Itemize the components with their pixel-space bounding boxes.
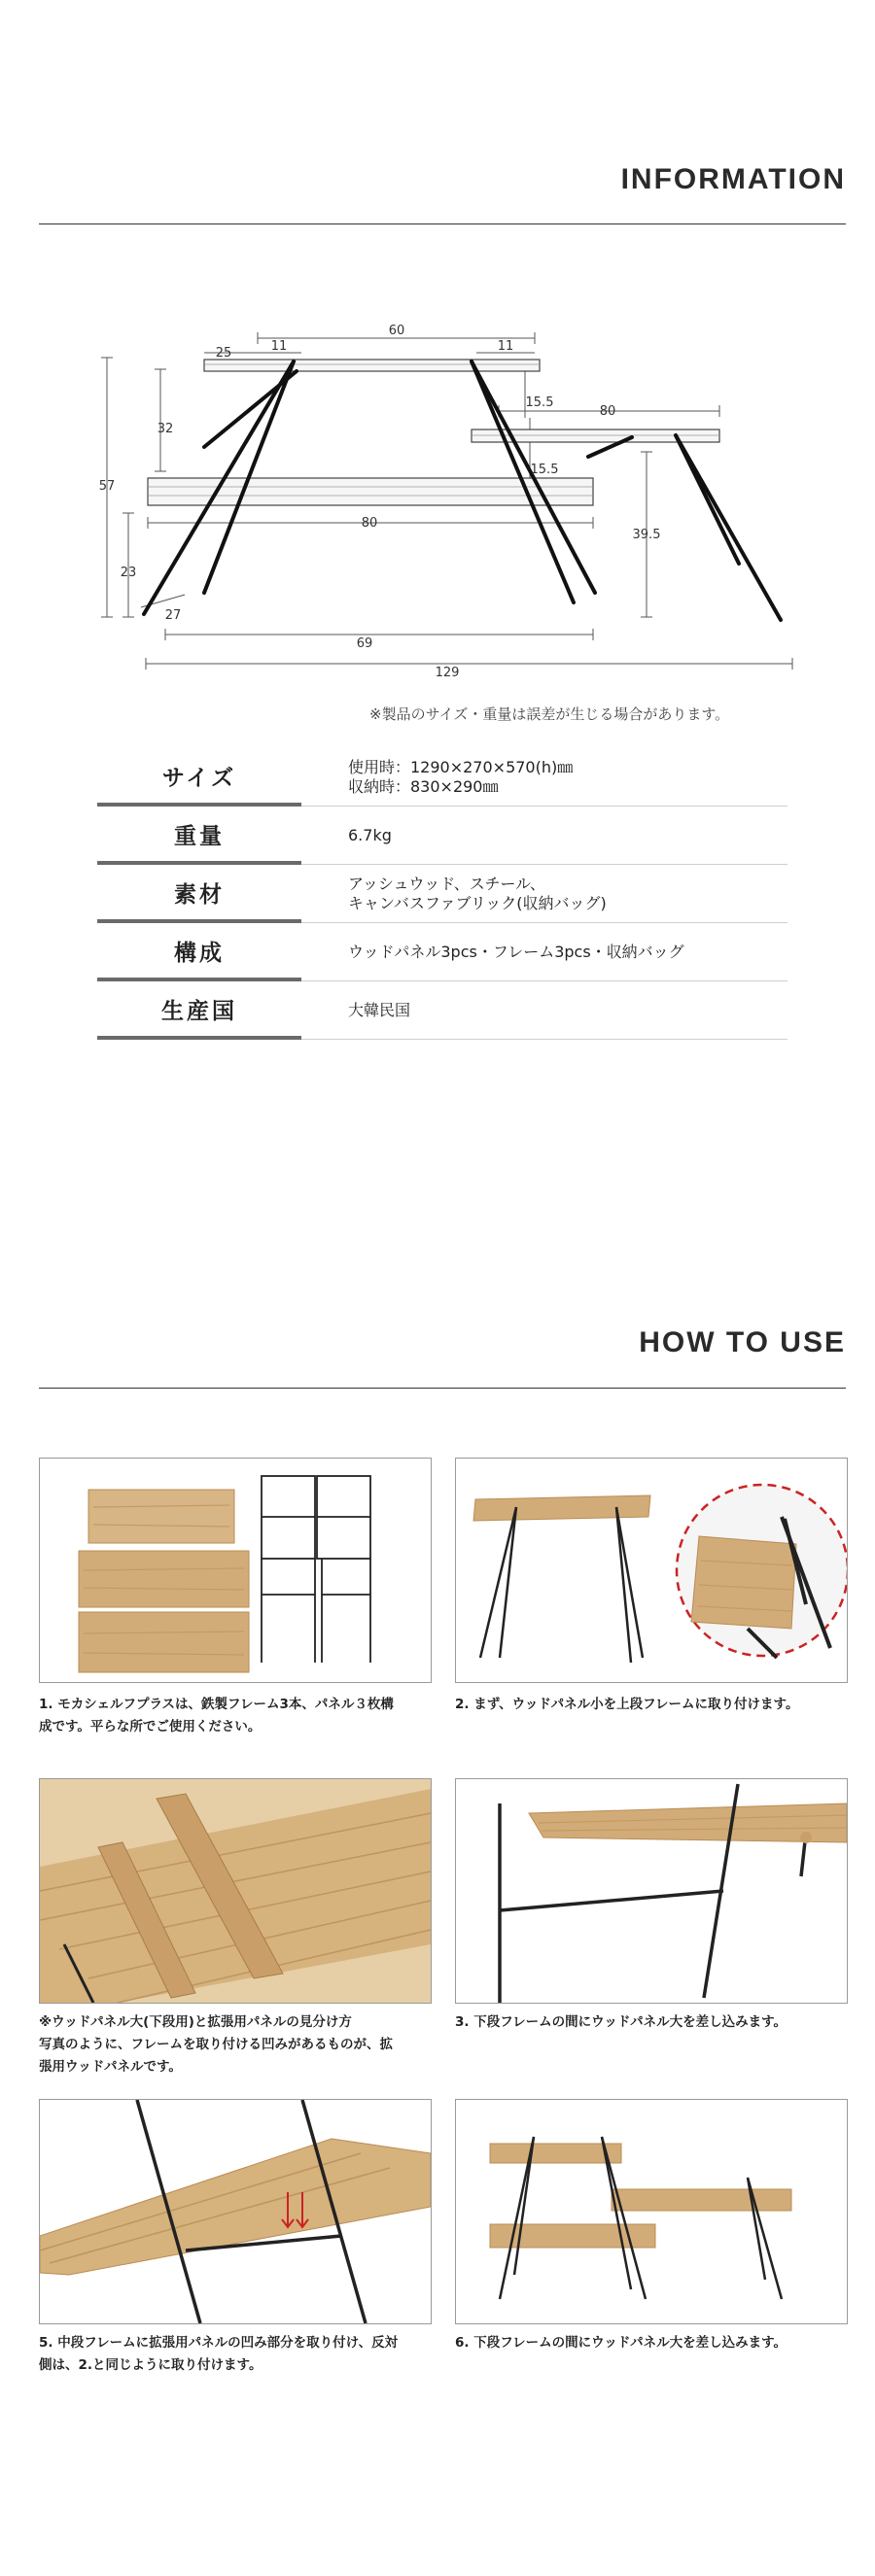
- spec-label: 素材: [97, 865, 301, 923]
- spec-value-line: 大韓民国: [348, 1000, 411, 1019]
- dim-69: 69: [356, 636, 373, 651]
- information-divider: [39, 223, 846, 224]
- caption-line: 2. まず、ウッドパネル小を上段フレームに取り付けます。: [455, 1697, 799, 1712]
- spec-value-line: 使用時：1290×270×570(h)㎜: [348, 757, 574, 776]
- step-5-photo: [39, 2099, 432, 2324]
- caption-line: 写真のように、フレームを取り付ける凹みがあるものが、拡: [39, 2037, 393, 2052]
- spec-value: [301, 748, 788, 807]
- dimension-diagram: [88, 311, 807, 680]
- dim-57: 57: [98, 479, 116, 494]
- spec-label: 生産国: [97, 981, 301, 1040]
- panel-identification-photo: [39, 1778, 432, 2004]
- spec-row-size: [97, 748, 788, 807]
- spec-label: 構成: [97, 923, 301, 981]
- how-to-use-title: HOW TO USE: [639, 1326, 846, 1358]
- dim-32: 32: [157, 422, 174, 436]
- step-3-caption: [455, 2011, 854, 2034]
- dim-11-left: 11: [270, 339, 288, 354]
- spec-row-components: [97, 923, 788, 981]
- spec-row-origin: [97, 981, 788, 1040]
- panel-identification-caption: [39, 2011, 438, 2078]
- dim-39-5: 39.5: [632, 528, 661, 542]
- spec-value-line: 収納時：830×290㎜: [348, 776, 499, 796]
- spec-value: [301, 807, 788, 865]
- spec-label: 重量: [97, 807, 301, 865]
- information-title: INFORMATION: [620, 163, 846, 195]
- caption-line: 張用ウッドパネルです。: [39, 2059, 182, 2075]
- size-disclaimer-note: ※製品のサイズ・重量は誤差が生じる場合があります。: [369, 705, 730, 723]
- step-5-caption: [39, 2332, 438, 2377]
- spec-value-line: アッシュウッド、スチール、: [348, 874, 545, 893]
- dim-27: 27: [164, 608, 182, 623]
- spec-value: [301, 923, 788, 981]
- spec-label: サイズ: [97, 748, 301, 807]
- dim-15-5-lower: 15.5: [530, 463, 559, 477]
- step-1-caption: [39, 1694, 438, 1738]
- dim-23: 23: [120, 566, 137, 580]
- caption-line: 5. 中段フレームに拡張用パネルの凹み部分を取り付け、反対: [39, 2335, 399, 2351]
- dim-80-bottom: 80: [361, 516, 378, 531]
- dim-11-right: 11: [497, 339, 514, 354]
- spec-row-material: [97, 865, 788, 923]
- caption-line: 6. 下段フレームの間にウッドパネル大を差し込みます。: [455, 2335, 788, 2351]
- step-1-photo: [39, 1458, 432, 1683]
- dim-129: 129: [435, 666, 460, 680]
- step-3-photo: [455, 1778, 848, 2004]
- dim-80-top: 80: [599, 404, 616, 419]
- spec-row-weight: [97, 807, 788, 865]
- step-6-photo: [455, 2099, 848, 2324]
- caption-line: 側は、2.と同じように取り付けます。: [39, 2357, 262, 2373]
- caption-line: ※ウッドパネル大(下段用)と拡張用パネルの見分け方: [39, 2014, 352, 2030]
- spec-value-line: キャンバスファブリック(収納バッグ): [348, 893, 607, 912]
- caption-line: 1. モカシェルフプラスは、鉄製フレーム3本、パネル３枚構: [39, 1697, 394, 1712]
- caption-line: 3. 下段フレームの間にウッドパネル大を差し込みます。: [455, 2014, 788, 2030]
- step-2-photo: [455, 1458, 848, 1683]
- spec-value: [301, 865, 788, 923]
- spec-value-line: ウッドパネル3pcs・フレーム3pcs・収納バッグ: [348, 942, 684, 961]
- step-6-caption: [455, 2332, 854, 2354]
- how-to-use-divider: [39, 1388, 846, 1389]
- dim-60: 60: [388, 324, 405, 338]
- spec-value-line: 6.7kg: [348, 825, 392, 844]
- step-2-caption: [455, 1694, 854, 1716]
- caption-line: 成です。平らな所でご使用ください。: [39, 1719, 262, 1735]
- spec-value: [301, 981, 788, 1040]
- dim-25: 25: [215, 346, 232, 361]
- dim-15-5-upper: 15.5: [525, 395, 554, 410]
